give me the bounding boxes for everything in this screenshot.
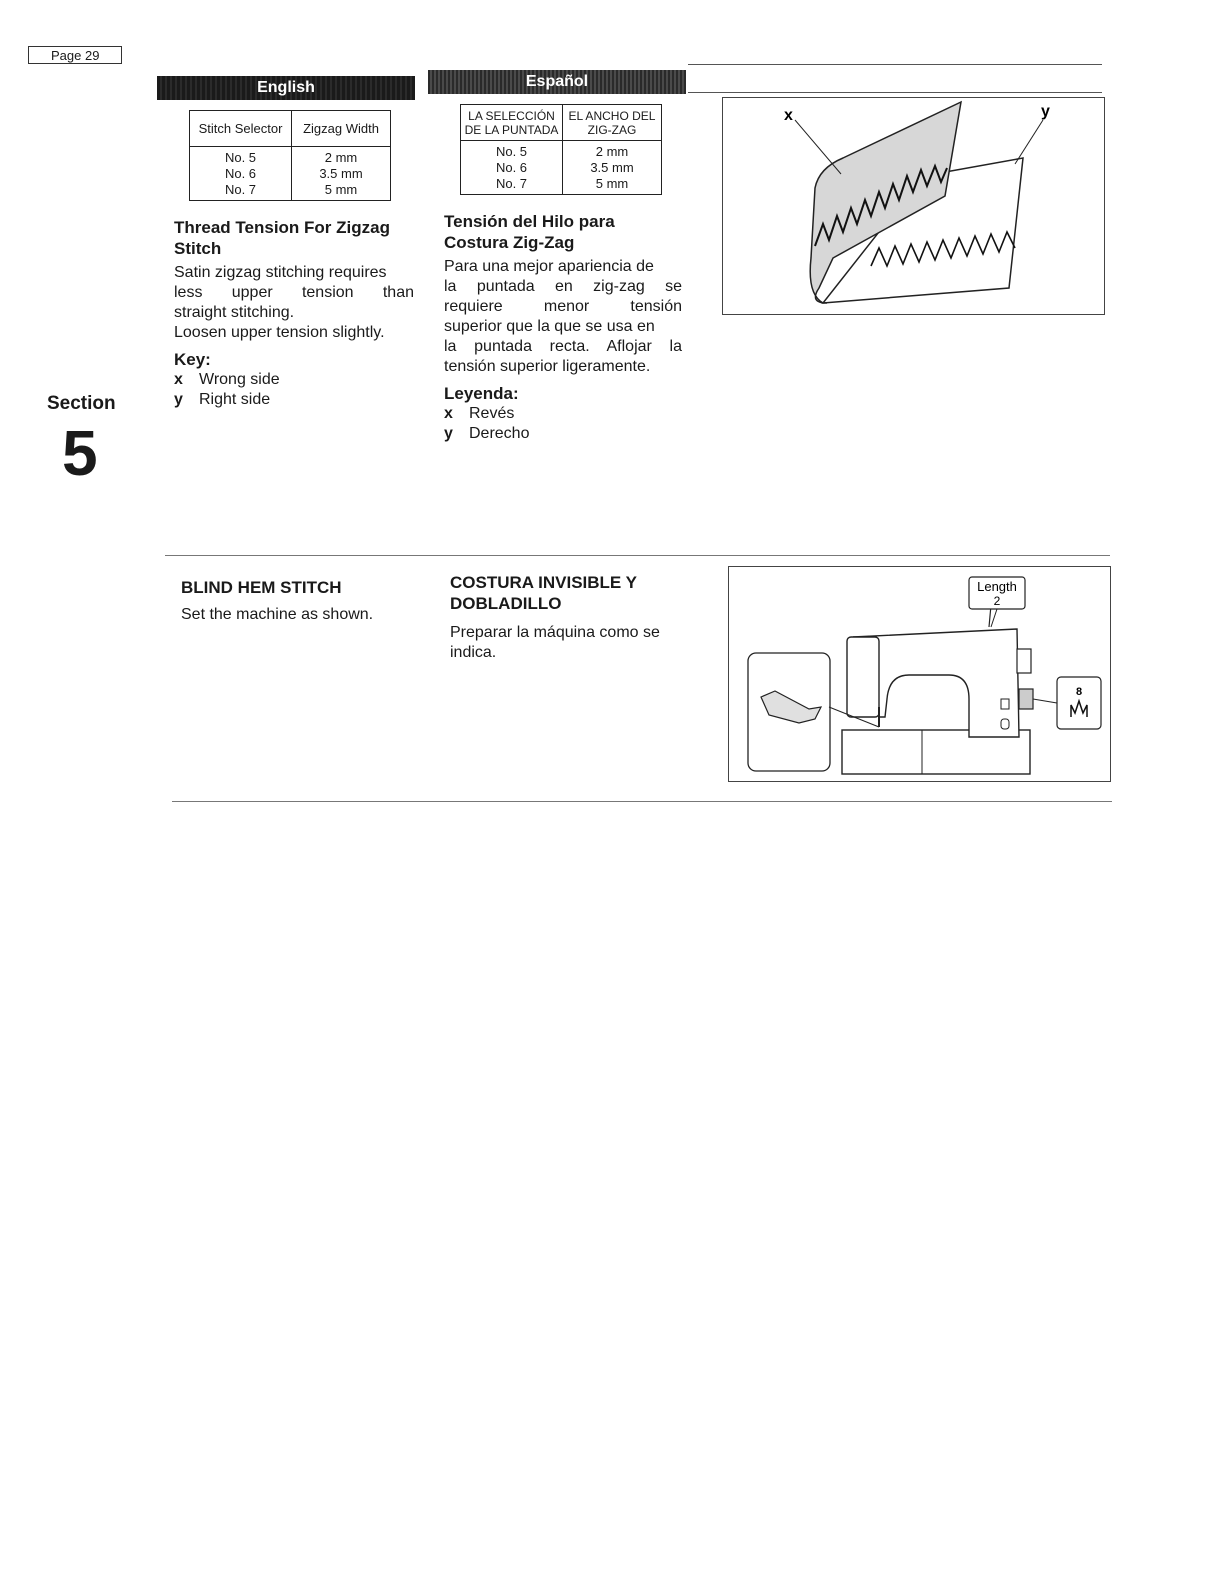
label-x: x	[784, 107, 793, 124]
key-item-x	[174, 370, 414, 390]
table-header-seleccion: LA SELECCIÓN DE LA PUNTADA	[461, 105, 563, 141]
table-column-ancho	[563, 141, 662, 195]
tension-para-line4: superior que la que se usa en	[444, 318, 655, 335]
key-title: Key:	[174, 350, 211, 369]
section-number: 5	[62, 417, 98, 489]
blind-hem-title-line2: DOBLADILLO	[450, 594, 562, 613]
table-cell: 3.5 mm	[590, 159, 634, 175]
tension-title-line1: Tensión del Hilo para	[444, 212, 615, 231]
blind-hem-title: BLIND HEM STITCH	[181, 578, 342, 597]
length-value: 2	[993, 594, 1001, 608]
bottom-rule	[172, 801, 1112, 802]
leader-line-x	[795, 120, 841, 174]
table-cell: 5 mm	[324, 181, 358, 197]
key-letter: y	[174, 391, 183, 408]
key-item-y	[174, 390, 414, 410]
tension-para-line4: Loosen upper tension slightly.	[174, 324, 385, 341]
tension-para-line5: la puntada recta. Aflojar la	[444, 338, 682, 355]
tension-para-line2: less upper tension than	[174, 284, 414, 301]
tension-para-line1: Para una mejor apariencia de	[444, 258, 654, 275]
tension-title-line1: Thread Tension For Zigzag	[174, 218, 390, 237]
table-cell: No. 5	[495, 143, 528, 159]
table-cell: No. 6	[224, 165, 257, 181]
key-letter: x	[444, 405, 453, 422]
blind-hem-text: Set the machine as shown.	[181, 606, 374, 623]
zigzag-table-english	[189, 110, 391, 201]
key-letter: x	[174, 371, 183, 388]
key-item-x	[444, 404, 682, 424]
table-cell: 3.5 mm	[319, 165, 363, 181]
tension-para-line3: requiere menor tensión	[444, 298, 682, 315]
tension-section-english	[174, 217, 414, 410]
page-number: Page 29	[28, 46, 122, 64]
key-text: Revés	[469, 405, 515, 422]
header-rule	[688, 92, 1102, 93]
table-cell: No. 6	[495, 159, 528, 175]
blind-hem-english	[181, 577, 431, 625]
machine-head	[847, 637, 879, 717]
section-divider	[165, 555, 1110, 556]
table-cell: No. 7	[224, 181, 257, 197]
english-header: English	[157, 76, 415, 100]
blind-hem-text-line1: Preparar la máquina como se	[450, 624, 660, 641]
tension-para-line3: straight stitching.	[174, 304, 295, 321]
table-cell: 2 mm	[324, 149, 358, 165]
tension-section-spanish	[444, 211, 682, 444]
stitch-dial	[1019, 689, 1033, 709]
tension-para-line6: tensión superior ligeramente.	[444, 358, 651, 375]
table-cell: No. 5	[224, 149, 257, 165]
blind-hem-text-line2: indica.	[450, 644, 497, 661]
key-text: Derecho	[469, 425, 530, 442]
reverse-button	[1001, 719, 1009, 729]
key-letter: y	[444, 425, 453, 442]
spanish-header: Español	[428, 70, 686, 94]
table-header-ancho: EL ANCHO DEL ZIG-ZAG	[563, 105, 662, 141]
key-item-y	[444, 424, 682, 444]
tension-title-line2: Stitch	[174, 239, 222, 258]
blind-hem-title-line1: COSTURA INVISIBLE Y	[450, 573, 638, 592]
key-text: Wrong side	[199, 371, 280, 388]
blind-hem-spanish	[450, 572, 700, 663]
selector-button	[1001, 699, 1009, 709]
handwheel	[1017, 649, 1031, 673]
table-column-width	[292, 147, 391, 201]
key-text: Right side	[199, 391, 271, 408]
tension-para-line1: Satin zigzag stitching requires	[174, 264, 387, 281]
label-y: y	[1041, 103, 1050, 120]
key-title: Leyenda:	[444, 384, 519, 403]
table-cell: 5 mm	[595, 175, 629, 191]
sewing-machine-illustration	[728, 566, 1111, 782]
stitch-number: 8	[1075, 686, 1083, 698]
fabric-drawing	[723, 98, 1104, 314]
top-rule	[688, 64, 1102, 65]
zigzag-fabric-illustration	[722, 97, 1105, 315]
table-column-seleccion	[461, 141, 563, 195]
table-cell: No. 7	[495, 175, 528, 191]
table-column-selector	[190, 147, 292, 201]
zigzag-table-spanish	[460, 104, 662, 195]
tension-title-line2: Costura Zig-Zag	[444, 233, 575, 252]
leader-line-y	[1015, 120, 1043, 164]
length-label: Length	[977, 579, 1017, 594]
table-cell: 2 mm	[595, 143, 629, 159]
table-header-zigzag-width: Zigzag Width	[292, 111, 391, 147]
section-label: Section	[47, 393, 116, 414]
table-header-stitch-selector: Stitch Selector	[190, 111, 292, 147]
tension-para-line2: la puntada en zig-zag se	[444, 278, 682, 295]
machine-drawing	[729, 567, 1110, 781]
